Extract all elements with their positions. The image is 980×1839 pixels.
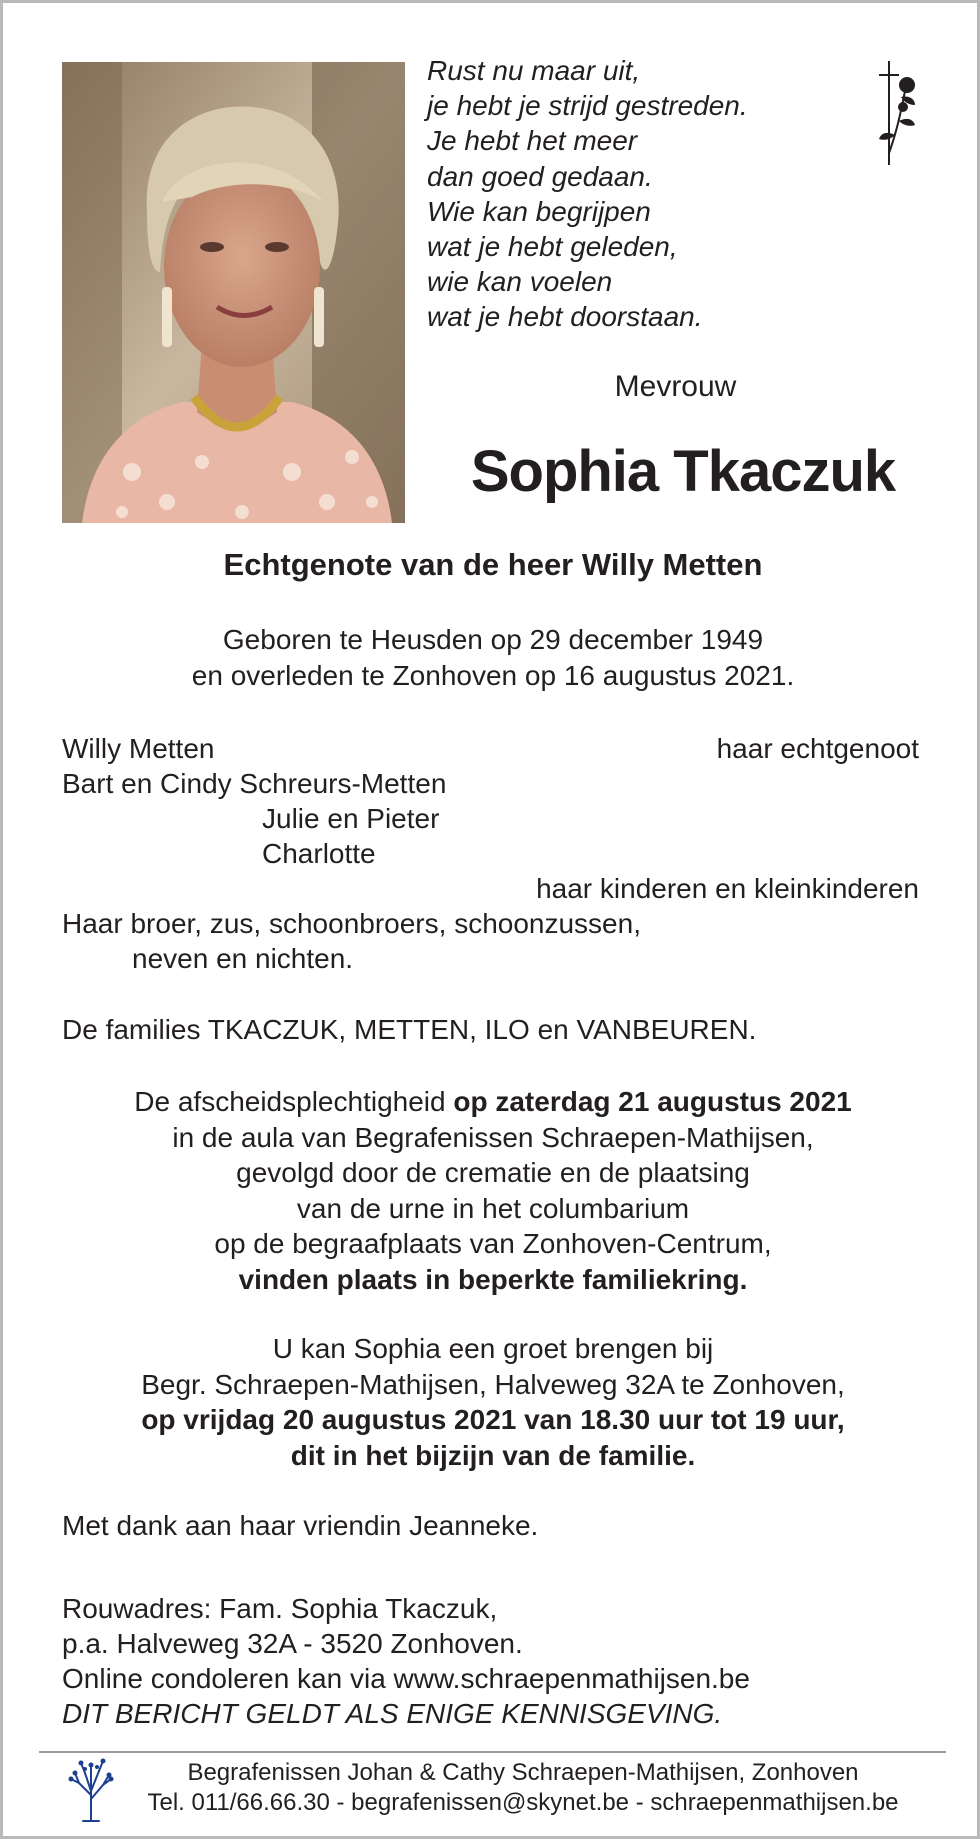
thanks-line: Met dank aan haar vriendin Jeanneke.	[62, 1510, 539, 1541]
poem-line: Je hebt het meer	[427, 125, 638, 157]
ceremony-line-6: vinden plaats in beperkte familiekring.	[238, 1263, 748, 1295]
visit-block	[3, 1331, 980, 1473]
ceremony-line-3: gevolgd door de crematie en de plaatsing	[236, 1157, 750, 1188]
family-names: De families TKACZUK, METTEN, ILO en VANBEUREN.	[62, 1014, 757, 1045]
birth-death-dates	[3, 622, 980, 693]
family-role-spouse: haar echtgenoot	[716, 733, 919, 764]
death-line: en overleden te Zonhoven op 16 augustus 2021.	[191, 659, 795, 691]
footer-line-1: Begrafenissen Johan & Cathy Schraepen-Mathijsen, Zonhoven	[187, 1759, 859, 1786]
condolence-link-line: Online condoleren kan via www.schraepenmathijsen.be	[62, 1663, 750, 1694]
poem-line: wie kan voelen	[427, 266, 613, 298]
ceremony-date: op zaterdag 21 augustus 2021	[453, 1086, 852, 1117]
poem-line: Wie kan begrijpen	[427, 195, 651, 227]
family-siblings-line2: neven en nichten.	[132, 943, 354, 974]
ceremony-block	[3, 1084, 980, 1297]
salutation: Mevrouw	[614, 370, 737, 403]
portrait-photo	[62, 62, 405, 523]
ceremony-prefix: De afscheidsplechtigheid	[134, 1086, 454, 1117]
poem-line: dan goed gedaan.	[427, 160, 653, 192]
deceased-name: Sophia Tkaczuk	[470, 439, 896, 504]
poem-line: wat je hebt geleden,	[427, 231, 678, 263]
visit-line-1: U kan Sophia een groet brengen bij	[272, 1333, 714, 1364]
poem-line: Rust nu maar uit,	[427, 55, 641, 86]
ceremony-line-1	[3, 1084, 980, 1120]
cross-with-rose-icon	[871, 61, 921, 165]
family-member-willy: Willy Metten	[62, 733, 215, 764]
address-line-2: p.a. Halveweg 32A - 3520 Zonhoven.	[62, 1628, 523, 1659]
portrait-illustration	[62, 62, 405, 523]
footer-divider	[39, 1751, 946, 1753]
family-member-bart: Bart en Cindy Schreurs-Metten	[62, 768, 447, 799]
family-siblings-line1: Haar broer, zus, schoonbroers, schoonzussen,	[62, 908, 641, 939]
visit-line-4: dit in het bijzijn van de familie.	[290, 1439, 696, 1471]
spouse-line: Echtgenote van de heer Willy Metten	[223, 547, 763, 582]
visit-line-2: Begr. Schraepen-Mathijsen, Halveweg 32A te Zonhoven,	[141, 1368, 845, 1400]
poem	[427, 53, 748, 335]
family-member-charlotte: Charlotte	[262, 838, 376, 869]
visit-line-3: op vrijdag 20 augustus 2021 van 18.30 uur tot 19 uur,	[141, 1404, 845, 1435]
ceremony-line-4: van de urne in het columbarium	[296, 1192, 690, 1224]
ceremony-line-2: in de aula van Begrafenissen Schraepen-Mathijsen,	[172, 1121, 814, 1153]
poem-line: wat je hebt doorstaan.	[427, 301, 703, 333]
poem-line: je hebt je strijd gestreden.	[427, 90, 748, 122]
funeral-home-footer	[123, 1758, 923, 1818]
family-member-julie: Julie en Pieter	[262, 803, 440, 834]
birth-line: Geboren te Heusden op 29 december 1949	[222, 624, 764, 655]
notice-line: DIT BERICHT GELDT ALS ENIGE KENNISGEVING.	[62, 1698, 723, 1729]
footer-line-2: Tel. 011/66.66.30 - begrafenissen@skynet.be - schraepenmathijsen.be	[147, 1789, 899, 1816]
ceremony-line-5: op de begraafplaats van Zonhoven-Centrum,	[214, 1228, 772, 1259]
address-line-1: Rouwadres: Fam. Sophia Tkaczuk,	[62, 1593, 498, 1624]
family-role-children: haar kinderen en kleinkinderen	[536, 873, 919, 904]
tree-logo-icon	[63, 1755, 119, 1823]
